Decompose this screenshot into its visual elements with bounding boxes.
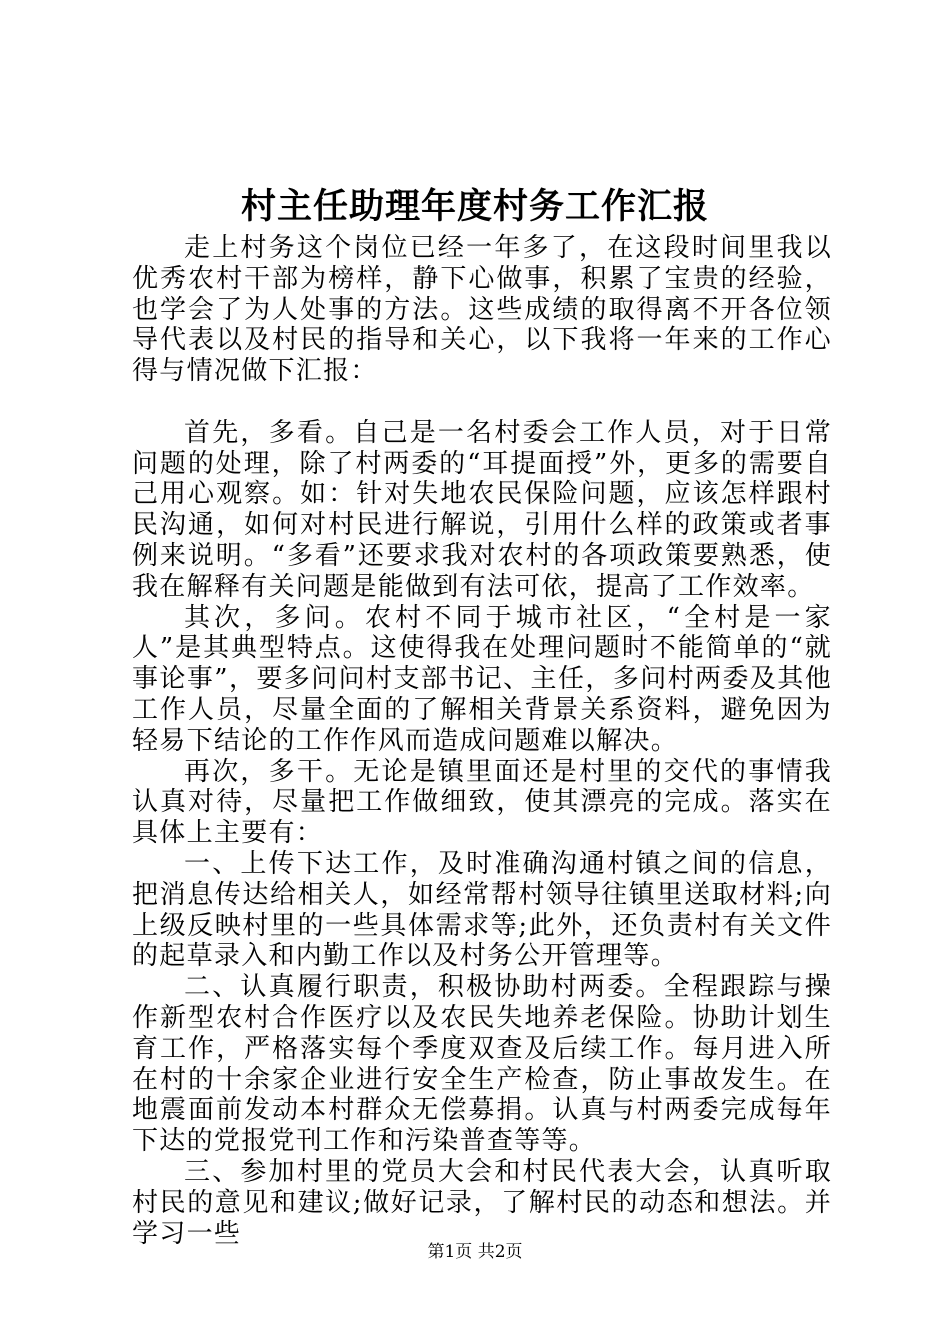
document-body [132,233,832,1249]
paragraph-first-look: 首先，多看。自己是一名村委会工作人员，对于日常问题的处理，除了村两委的“耳提面授”外，更多的需要自己用心观察。如：针对失地农民保险问题，应该怎样跟村民沟通，如何对村民进行解说，引用什么样的政策或者事例来说明。“多看”还要求我对农村的各项政策要熟悉，使我在解释有关问题是能做到有法可依，提高了工作效率。 [132,417,832,602]
paragraph-second-ask: 其次，多问。农村不同于城市社区，“全村是一家人”是其典型特点。这使得我在处理问题时不能简单的“就事论事”，要多问问村支部书记、主任，多问村两委及其他工作人员，尽量全面的了解相关背景关系资料，避免因为轻易下结论的工作作风而造成问题难以解决。 [132,602,832,756]
paragraph-item-one: 一、上传下达工作，及时准确沟通村镇之间的信息，把消息传达给相关人，如经常帮村领导往镇里送取材料;向上级反映村里的一些具体需求等;此外，还负责村有关文件的起草录入和内勤工作以及村务公开管理等。 [132,848,832,972]
page-footer: 第1页 共2页 [427,1242,523,1262]
paragraph-item-two: 二、认真履行职责，积极协助村两委。全程跟踪与操作新型农村合作医疗以及农民失地养老保险。协助计划生育工作，严格落实每个季度双查及后续工作。每月进入所在村的十余家企业进行安全生产检查，防止事故发生。在地震面前发动本村群众无偿募捐。认真与村两委完成每年下达的党报党刊工作和污染普查等等。 [132,972,832,1157]
paragraph-intro: 走上村务这个岗位已经一年多了，在这段时间里我以优秀农村干部为榜样，静下心做事，积累了宝贵的经验，也学会了为人处事的方法。这些成绩的取得离不开各位领导代表以及村民的指导和关心，以下我将一年来的工作心得与情况做下汇报： [132,233,832,387]
paragraph-item-three: 三、参加村里的党员大会和村民代表大会，认真听取村民的意见和建议;做好记录，了解村民的动态和想法。并学习一些 [132,1156,832,1249]
paragraph-third-do: 再次，多干。无论是镇里面还是村里的交代的事情我认真对待，尽量把工作做细致，使其漂亮的完成。落实在具体上主要有： [132,756,832,849]
document-title: 村主任助理年度村务工作汇报 [240,186,709,227]
